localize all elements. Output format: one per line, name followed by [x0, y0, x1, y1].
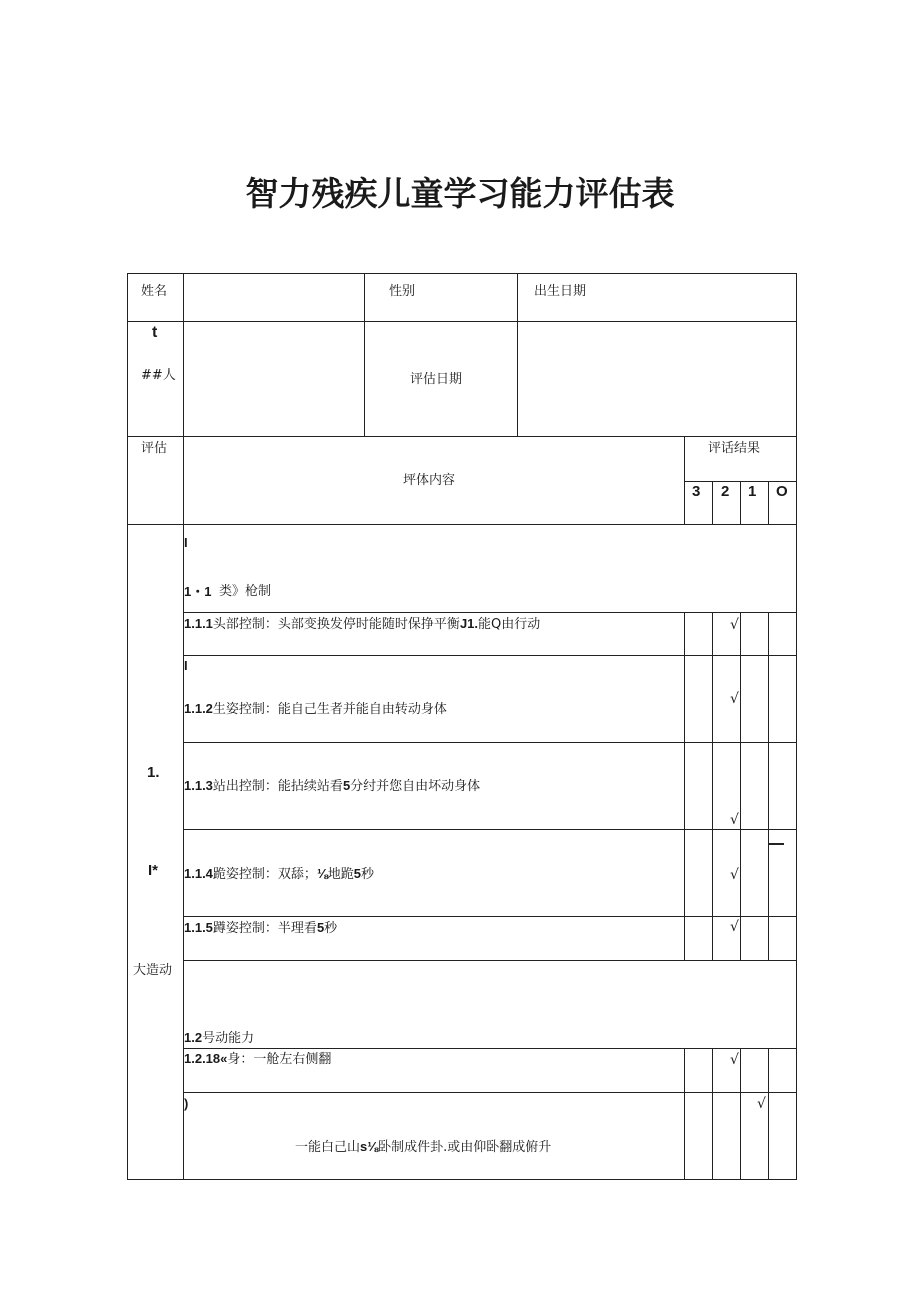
assessor-label: t: [152, 324, 158, 341]
row-divider: [127, 524, 797, 525]
item-mark: ): [184, 1096, 189, 1111]
section-number: 1・1: [184, 584, 212, 599]
domain-name: 大造动: [133, 963, 173, 978]
item-1-1-4: 1.1.4跪姿控制：双舔；⅛地跪5秒: [184, 866, 375, 882]
assessment-form: [127, 273, 797, 1180]
score-2-header: 2: [721, 483, 730, 500]
row-divider: [127, 321, 797, 322]
score-0-header: O: [776, 483, 788, 500]
row-divider: [183, 655, 797, 656]
column-divider: [768, 481, 769, 524]
column-divider: [684, 436, 685, 524]
item-1-2-2: 一能白己山s⅛卧制成件卦.或由仰卧翻成俯升: [295, 1139, 552, 1155]
birth-date-label: 出生日期: [534, 284, 587, 299]
column-divider: [517, 273, 518, 436]
item-1-1-1: 1.1.1头部控制：头部变换发停时能随时保挣平衡J1.能Q由行动: [184, 616, 541, 632]
section-title: 类》枪制: [219, 584, 272, 599]
check-mark: √: [730, 1052, 739, 1068]
item-mark: I: [184, 658, 188, 673]
column-divider: [768, 1048, 769, 1180]
domain-mark: I*: [148, 862, 159, 879]
column-divider: [364, 273, 365, 436]
row-divider: [183, 1048, 797, 1049]
result-label: 评话结果: [708, 441, 761, 456]
row-divider: [183, 829, 797, 830]
column-divider: [684, 1048, 685, 1180]
column-divider: [740, 1048, 741, 1180]
assessor-label: ##人: [141, 368, 176, 383]
dash-mark: [768, 843, 784, 845]
check-mark: √: [730, 812, 739, 828]
row-divider: [183, 742, 797, 743]
column-divider: [684, 612, 685, 961]
content-label: 坪体内容: [403, 473, 456, 488]
check-mark: √: [730, 919, 739, 935]
column-divider: [712, 1048, 713, 1180]
item-1-1-2: 1.1.2生姿控制：能自己生者并能自由转动身体: [184, 701, 447, 717]
column-divider: [712, 481, 713, 524]
check-mark: √: [757, 1096, 766, 1112]
column-divider: [740, 612, 741, 961]
eval-date-label: 评估日期: [410, 372, 463, 387]
check-mark: √: [730, 617, 739, 633]
row-divider: [183, 916, 797, 917]
eval-label: 评估: [141, 441, 168, 456]
row-divider: [183, 1092, 797, 1093]
item-1-1-5: 1.1.5蹲姿控制：半理看5秒: [184, 920, 338, 936]
row-divider: [183, 960, 797, 961]
row-divider: [127, 436, 797, 437]
check-mark: √: [730, 691, 739, 707]
page-title: 智力残疾儿童学习能力评估表: [245, 174, 675, 213]
column-divider: [712, 612, 713, 961]
row-divider: [183, 612, 797, 613]
check-mark: √: [730, 867, 739, 883]
domain-number: 1.: [147, 764, 160, 781]
score-3-header: 3: [692, 483, 701, 500]
score-1-header: 1: [748, 483, 757, 500]
name-label: 姓名: [141, 284, 168, 299]
item-1-2-1: 1.2.18«身：一舱左右侧翻: [184, 1051, 332, 1067]
gender-label: 性别: [389, 284, 416, 299]
column-divider: [740, 481, 741, 524]
column-divider: [768, 612, 769, 961]
item-1-1-3: 1.1.3站出控制：能拈续站看5分纣并您自由坏动身体: [184, 778, 481, 794]
section-mark: I: [184, 535, 188, 550]
section-1-2: 1.2号动能力: [184, 1030, 255, 1046]
